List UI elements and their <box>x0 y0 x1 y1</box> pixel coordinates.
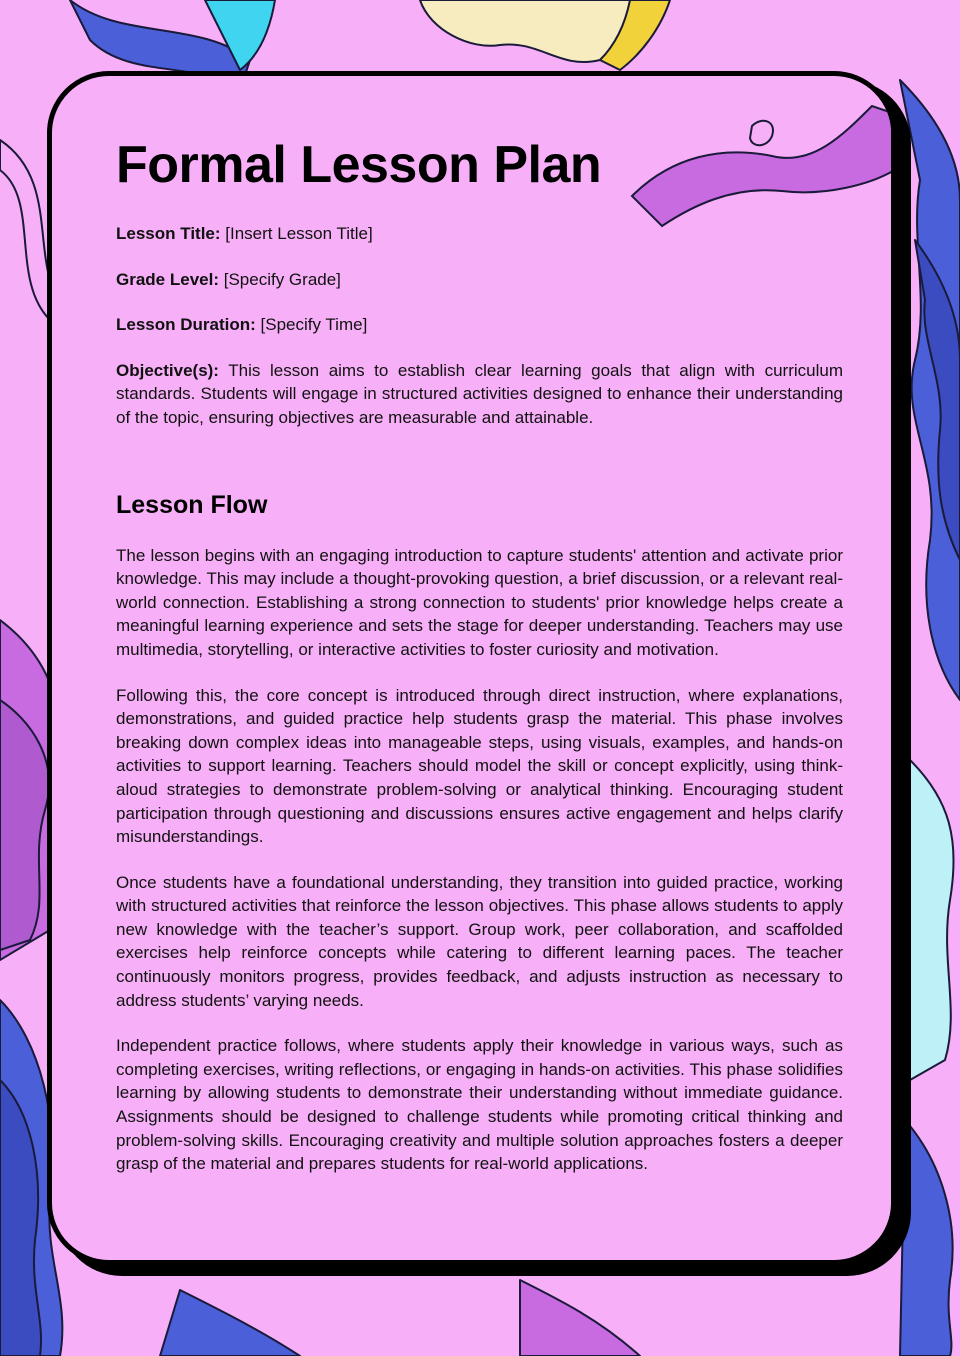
lesson-flow-paragraph: Once students have a foundational understanding, they transition into guided practice, working with structured activities that reinforce the lesson objectives. This phase allows students to apply new knowledge with the teacher’s support. Group work, peer collaboration, and scaffolded exercises help reinforce concepts while catering to different learning paces. The teacher continuously monitors progress, provides feedback, and adjusts instruction as necessary to address students’ varying needs. <box>116 872 843 1010</box>
page-title: Formal Lesson Plan <box>116 136 602 194</box>
objective-label: Objective(s): <box>116 360 219 380</box>
lesson-flow-paragraph: Independent practice follows, where students apply their knowledge in various ways, such as completing exercises, writing reflections, or engaging in hands-on activities. This phase solidifies learning by allowing students to demonstrate their understanding without immediate guidance. Assignments should be designed to challenge students while promoting critical thinking and problem-solving skills. Encouraging creativity and multiple solution approaches fosters a deeper grasp of the material and prepares students for real-world applications. <box>116 1036 843 1174</box>
document-content <box>116 132 843 1198</box>
grade-level-line <box>116 268 843 292</box>
lesson-title-label: Lesson Title: <box>116 224 221 243</box>
lesson-flow-body <box>116 544 843 1176</box>
ribbon-bottom-blue <box>160 1290 300 1356</box>
lesson-meta <box>116 222 843 430</box>
lesson-flow-paragraph: Following this, the core concept is introduced through direct instruction, where explanations, demonstrations, and guided practice help students grasp the material. This phase involves breaking down complex ideas into manageable steps, using visuals, examples, and hands-on activities to support learning. Teachers should model the skill or concept explicitly, using think-aloud strategies to demonstrate problem-solving or analytical thinking. Encouraging student participation through questioning and discussions ensures active engagement and helps clarify misunderstandings. <box>116 685 843 847</box>
ribbon-bottom-purple <box>520 1280 640 1356</box>
duration-value: [Specify Time] <box>260 315 368 335</box>
grade-level-value: [Specify Grade] <box>223 269 341 289</box>
objective-value: This lesson aims to establish clear learning goals that align with curriculum standards. Students will engage in structured activities designed to enhance their understanding of the topic, ensuring objectives are measurable and attainable. <box>116 360 843 427</box>
lesson-title-value: [Insert Lesson Title] <box>225 224 373 243</box>
grade-level-label: Grade Level: <box>116 269 219 289</box>
lesson-title-line <box>116 222 843 246</box>
duration-label: Lesson Duration: <box>116 315 256 335</box>
objective-line <box>116 359 843 430</box>
ribbon-right-cyan <box>910 760 954 1080</box>
lesson-flow-paragraph: The lesson begins with an engaging introduction to capture students' attention and activate prior knowledge. This may include a thought-provoking question, a brief discussion, or a relevant real-world connection. Establishing a strong connection to students' prior knowledge helps create a meaningful learning experience and sets the stage for deeper understanding. Teachers may use multimedia, storytelling, or interactive activities to foster curiosity and motivation. <box>116 545 843 659</box>
duration-line <box>116 313 843 337</box>
lesson-flow-heading: Lesson Flow <box>116 490 268 519</box>
